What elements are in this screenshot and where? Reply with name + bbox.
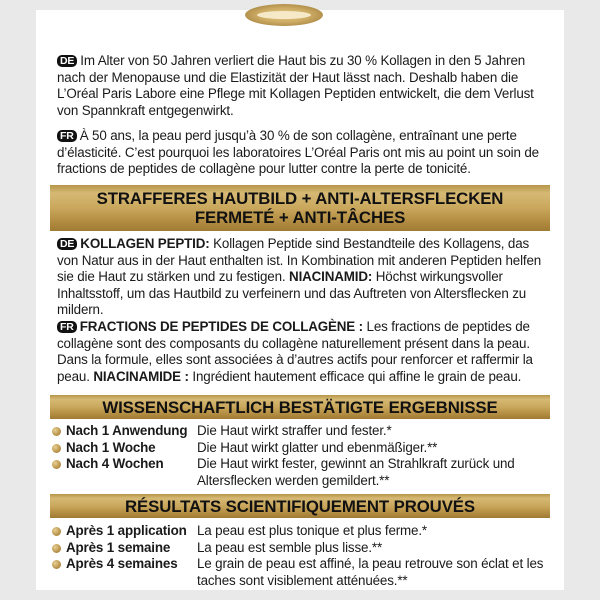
result-label: Après 4 semaines xyxy=(66,556,178,571)
gold-bullet-icon xyxy=(52,444,61,453)
result-text: La peau est semble plus lisse.** xyxy=(197,539,383,555)
fr-badge: FR xyxy=(57,321,77,333)
ingredient-text: Kollagen Peptide sind Bestandteile des Kollagens, das von Natur aus in der Haut enthalten ist. In Kombination mit anderen Peptiden helfen sie die Haut zu stärken und zu festigen. xyxy=(57,236,542,284)
ingredient-text: Höchst wirkungsvoller Inhaltsstoff, um das Hautbild zu verfeinern und das Auftreten von Altersflecken zu mildern. xyxy=(57,269,527,317)
result-label: Nach 4 Wochen xyxy=(66,456,164,471)
banner-firmness-anti-spots xyxy=(50,185,550,231)
gold-bullet-icon xyxy=(52,560,61,569)
banner-line-de: STRAFFERES HAUTBILD + ANTI-ALTERSFLECKEN xyxy=(96,189,504,208)
ingredients-de-paragraph xyxy=(57,236,547,319)
fr-badge: FR xyxy=(57,130,77,142)
result-text: Die Haut wirkt glatter und ebenmäßiger.** xyxy=(197,439,438,455)
list-item xyxy=(52,523,552,540)
result-text: Le grain de peau est affiné, la peau retrouve son éclat et les taches sont visiblement atténuées.** xyxy=(197,556,544,588)
ingredients-fr-paragraph xyxy=(57,319,547,385)
result-label: Après 1 semaine xyxy=(66,539,171,555)
results-de-list xyxy=(52,423,552,489)
gold-bullet-icon xyxy=(52,544,61,553)
result-label: Après 1 application xyxy=(66,523,187,538)
banner-line-de: WISSENSCHAFTLICH BESTÄTIGTE ERGEBNISSE xyxy=(102,398,498,417)
gold-bullet-icon xyxy=(52,427,61,436)
gold-emblem-icon xyxy=(245,4,323,26)
result-text: Die Haut wirkt straffer und fester.* xyxy=(197,423,392,438)
banner-results-de xyxy=(50,395,550,419)
de-badge: DE xyxy=(57,238,77,250)
result-text: La peau est plus tonique et plus ferme.* xyxy=(197,523,427,538)
ingredient-term: NIACINAMID: xyxy=(289,269,373,284)
intro-fr-text: À 50 ans, la peau perd jusqu’à 30 % de son collagène, entraînant une perte d’élasticité. C’est pourquoi les laboratoires L’Oréal Paris ont mis au point un soin de fractions de peptides de collagène pour lutter contre la perte de tonicité. xyxy=(57,128,539,176)
result-label: Nach 1 Anwendung xyxy=(66,423,188,438)
banner-line-fr: FERMETÉ + ANTI-TÂCHES xyxy=(194,208,406,227)
intro-de-text: Im Alter von 50 Jahren verliert die Haut bis zu 30 % Kollagen in den 5 Jahren nach der Menopause und die Elastizität der Haut lässt nach. Deshalb haben die L’Oréal Paris Labore eine Pflege mit Kollagen Peptiden entwickelt, die dem Verlust von Spannkraft entgegenwirkt. xyxy=(57,53,534,118)
results-fr-list xyxy=(52,523,552,589)
result-text: Die Haut wirkt fester, gewinnt an Strahlkraft zurück und Altersflecken werden gemildert.** xyxy=(197,456,515,488)
ingredient-term: KOLLAGEN PEPTID: xyxy=(80,236,210,251)
list-item xyxy=(52,456,552,489)
result-label: Nach 1 Woche xyxy=(66,439,156,455)
gold-bullet-icon xyxy=(52,527,61,536)
list-item xyxy=(52,540,552,557)
ingredient-text: Les fractions de peptides de collagène sont des composants du collagène naturellement présent dans la peau. Dans la formule, elles sont associées à d’autres actifs pour renforcer et raffermir la peau. xyxy=(57,319,533,384)
list-item xyxy=(52,440,552,457)
banner-results-fr xyxy=(50,494,550,518)
list-item xyxy=(52,423,552,440)
ingredient-text: Ingrédient hautement efficace qui affine le grain de peau. xyxy=(188,368,522,384)
intro-de-paragraph xyxy=(57,53,547,119)
de-badge: DE xyxy=(57,55,77,67)
intro-fr-paragraph xyxy=(57,128,547,178)
list-item xyxy=(52,556,552,589)
banner-line-fr: RÉSULTATS SCIENTIFIQUEMENT PROUVÉS xyxy=(125,497,475,516)
gold-bullet-icon xyxy=(52,460,61,469)
ingredient-term: NIACINAMIDE : xyxy=(93,368,189,384)
ingredient-term: FRACTIONS DE PEPTIDES DE COLLAGÈNE : xyxy=(79,319,363,334)
